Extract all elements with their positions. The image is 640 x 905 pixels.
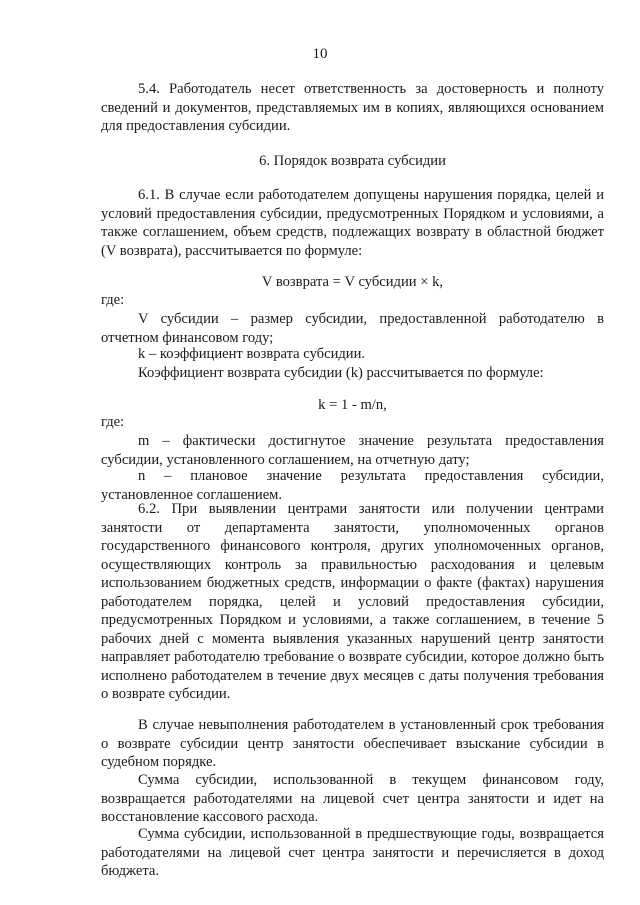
formula-v-return: V возврата = V субсидии × k, (261, 274, 444, 290)
definition-n: n – плановое значение результата предоставления субсидии, установленное соглашением. (101, 468, 604, 503)
paragraph-6-2: 6.2. При выявлении центрами занятости или получении центрами занятости от департамента занятости, уполномоченных органов государственного финансового контроля, других уполномоченных органов, осуществляющих контроль за правильностью расходования и целевым использованием бюджетных средств, информации о факте (фактах) нарушения работодателем порядка, целей и условий предоставления субсидии, предусмотренных Порядком и условиями, а также соглашением, в течение 5 рабочих дней с момента выявления указанных нарушений центр занятости направляет работодателю требование о возврате субсидии, которое должно быть исполнено работодателем в течение двух месяцев с даты получения требования о возврате субсидии. (101, 501, 604, 702)
paragraph-enforcement: В случае невыполнения работодателем в установленный срок требования о возврате субсидии центр занятости обеспечивает взыскание субсидии в судебном порядке. (101, 717, 604, 770)
k-formula-intro: Коэффициент возврата субсидии (k) рассчитывается по формуле: (138, 365, 544, 381)
formula-k: k = 1 - m/n, (318, 397, 387, 413)
paragraph-6-1: 6.1. В случае если работодателем допущены нарушения порядка, целей и условий предоставления субсидии, предусмотренных Порядком и условиями, а также соглашением, объем средств, подлежащих возврату в областной бюджет (V возврата), рассчитывается по формуле: (101, 187, 604, 259)
page-number: 10 (312, 46, 328, 62)
paragraph-previous-years-return: Сумма субсидии, использованной в предшествующие годы, возвращается работодателями на лицевой счет центра занятости и перечисляется в доход бюджета. (101, 826, 604, 879)
definition-k: k – коэффициент возврата субсидии. (138, 346, 366, 362)
paragraph-5-4: 5.4. Работодатель несет ответственность за достоверность и полноту сведений и документов, представляемых им в копиях, являющихся основанием для предоставления субсидии. (101, 81, 604, 134)
paragraph-current-year-return: Сумма субсидии, использованной в текущем финансовом году, возвращается работодателями на лицевой счет центра занятости и идет на восстановление кассового расхода. (101, 772, 604, 825)
definition-v-subsidy: V субсидии – размер субсидии, предоставленной работодателю в отчетном финансовом году; (101, 311, 604, 346)
section-6-title: 6. Порядок возврата субсидии (259, 153, 446, 169)
where-label-2: где: (101, 414, 125, 430)
definition-m: m – фактически достигнутое значение результата предоставления субсидии, установленного соглашением, на отчетную дату; (101, 433, 604, 468)
where-label-1: где: (101, 292, 125, 308)
